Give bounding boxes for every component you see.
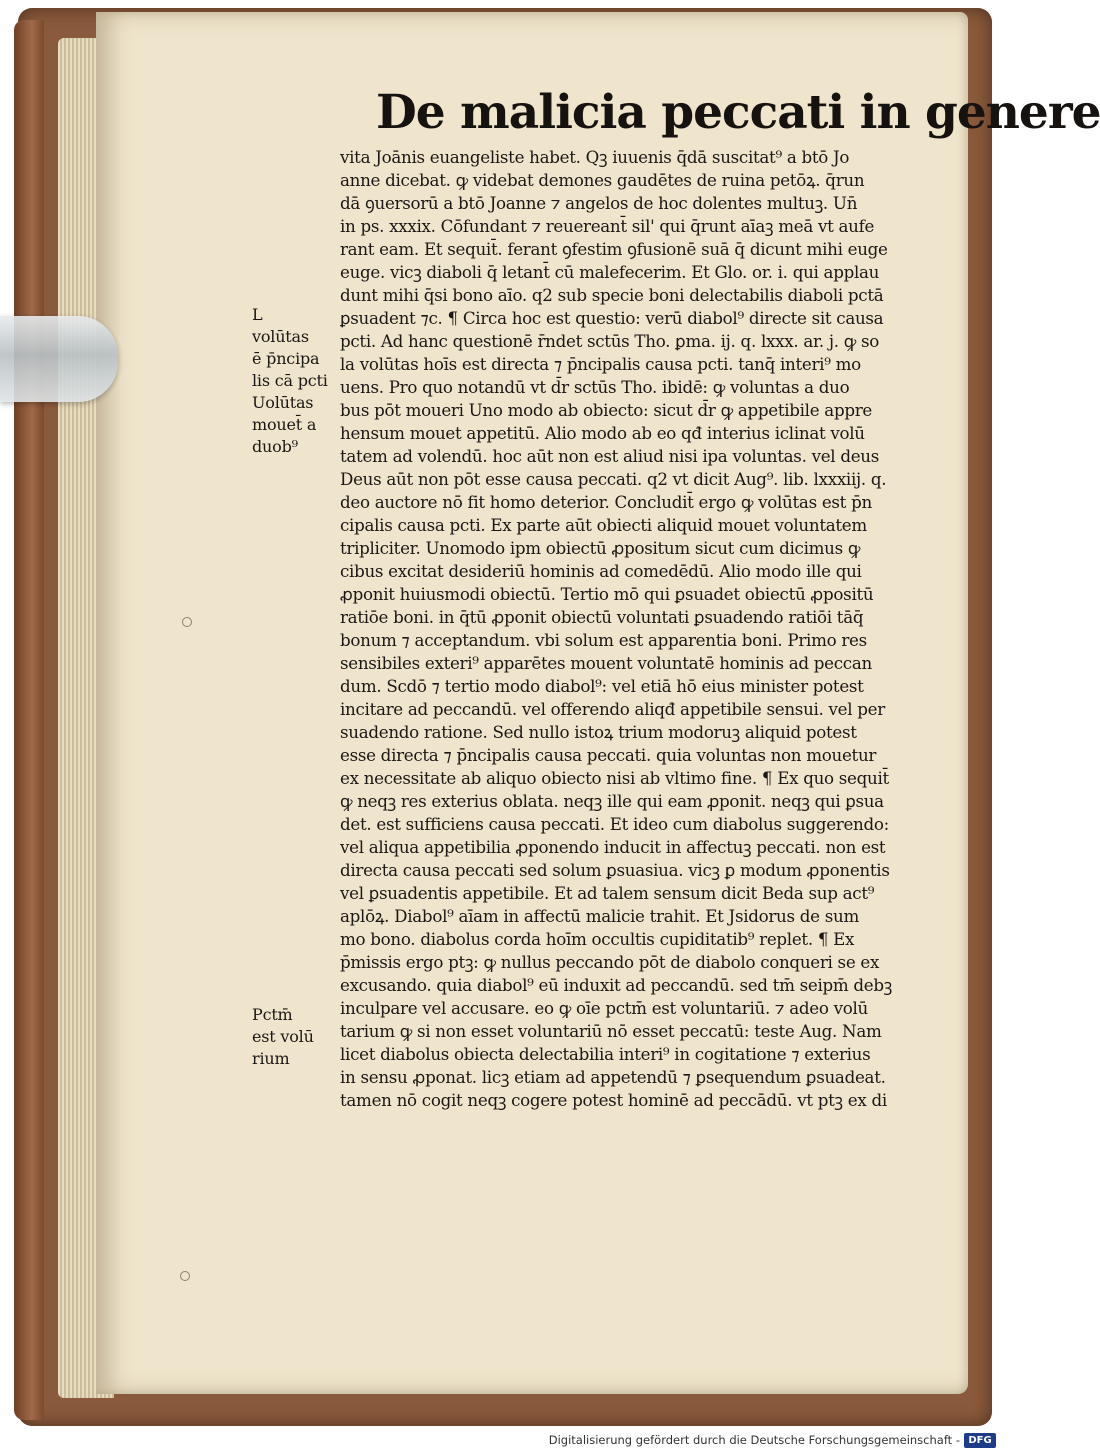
dfg-logo: DFG [964, 1433, 996, 1448]
text-line: ex necessitate ab aliquo obiecto nisi ab vltimo fine. ¶ Ex quo sequit̄ [340, 768, 889, 788]
text-line: hensum mouet appetitū. Alio modo ab eo qđ interius iclinat volū [340, 423, 865, 443]
text-line: p̄missis ergo ptꝫ: ꝙ nullus peccando pōt de diabolo conqueri se ex [340, 952, 880, 972]
text-line: sensibiles exteri⁹ apparētes mouent voluntatē hominis ad peccan [340, 653, 872, 673]
page-clip [0, 316, 118, 402]
text-line: vita Joānis euangeliste habet. Qꝫ iuuenis q̄dā suscitat⁹ a btō Jo [340, 147, 850, 167]
text-line: in sensu ꝓponat. licꝫ etiam ad appetendū ⁊ ꝑsequendum ꝑsuadeat. [340, 1067, 886, 1087]
text-line: inculpare vel accusare. eo ꝙ oīe pctm̄ est voluntariū. ⁊ adeo volū [340, 998, 868, 1018]
marginal-note-top [252, 304, 344, 458]
text-line: uens. Pro quo notandū vt d̄r sctūs Tho. ibidē: ꝙ voluntas a duo [340, 377, 850, 397]
text-line: anne dicebat. ꝙ videbat demones gaudētes de ruina petōꝝ. q̄run [340, 170, 865, 190]
text-line: Deus aūt non pōt esse causa peccati. q2 vt dicit Aug⁹. lib. lxxxiij. q. [340, 469, 887, 489]
text-line: euge. vicꝫ diaboli q̄ letant̄ cū malefecerim. Et Glo. or. i. qui applau [340, 262, 880, 282]
text-line: mo bono. diabolus corda hoīm occultis cupiditatib⁹ replet. ¶ Ex [340, 929, 855, 949]
text-line: tamen nō cogit neqꝫ cogere potest hominē ad peccādū. vt ptꝫ ex di [340, 1090, 887, 1110]
text-line: excusando. quia diabol⁹ eū induxit ad peccandū. sed tm̄ seipm̄ debꝫ [340, 975, 892, 995]
text-line: tarium ꝙ si non esset voluntariū nō esset peccatū: teste Aug. Nam [340, 1021, 882, 1041]
footer-credit: Digitalisierung gefördert durch die Deutsche Forschungsgemeinschaft - [548, 1433, 960, 1447]
text-line: esse directa ⁊ p̄ncipalis causa peccati. quia voluntas non mouetur [340, 745, 877, 765]
text-line: bus pōt moueri Uno modo ab obiecto: sicut d̄r ꝙ appetibile appre [340, 400, 872, 420]
text-line: vel ꝑsuadentis appetibile. Et ad talem sensum dicit Beda sup act⁹ [340, 883, 875, 903]
marginal-note-line: est volū [252, 1027, 314, 1046]
footer-bar [0, 1430, 1000, 1453]
text-line: dā ꝯuersorū a btō Joanne ⁊ angelos de hoc dolentes multuꝫ. Un̄ [340, 193, 858, 213]
pin-hole-mark [180, 1271, 190, 1281]
text-line: dunt mihi q̄si bono aīo. q2 sub specie boni delectabilis diaboli pctā [340, 285, 884, 305]
text-line: dum. Scdō ⁊ tertio modo diabol⁹: vel etiā hō eius minister potest [340, 676, 864, 696]
marginal-note-line: volūtas [252, 327, 309, 346]
text-line: in ps. xxxix. Cōfundant ⁊ reuereant̄ sil' qui q̄runt aīaꝫ meā vt aufe [340, 216, 875, 236]
marginal-note-line: lis cā pcti [252, 371, 328, 390]
text-line: bonum ⁊ acceptandum. vbi solum est apparentia boni. Primo res [340, 630, 867, 650]
text-line: suadendo ratione. Sed nullo istoꝝ trium modoruꝫ aliquid potest [340, 722, 857, 742]
text-line: ꝓponit huiusmodi obiectū. Tertio mō qui ꝑsuadet obiectū ꝓpositū [340, 584, 874, 604]
text-line: aplōꝝ. Diabol⁹ aīam in affectū malicie trahit. Et Jsidorus de sum [340, 906, 859, 926]
pin-hole-mark [182, 617, 192, 627]
marginal-note-line: duob⁹ [252, 437, 298, 456]
text-line: ratiōe boni. in q̄tū ꝓponit obiectū voluntati ꝑsuadendo ratiōi tāq̄ [340, 607, 864, 627]
text-line: ꝙ neqꝫ res exterius oblata. neqꝫ ille qui eam ꝓponit. neqꝫ qui ꝑsua [340, 791, 884, 811]
text-line: licet diabolus obiecta delectabilia interi⁹ in cogitatione ⁊ exterius [340, 1044, 871, 1064]
running-heading: De malicia peccati in genere [376, 85, 1100, 140]
marginal-note-line: Uolūtas [252, 393, 314, 412]
text-line: det. est sufficiens causa peccati. Et ideo cum diabolus suggerendo: [340, 814, 889, 834]
main-text-column [340, 146, 940, 1112]
text-line: vel aliqua appetibilia ꝓponendo inducit in affectuꝫ peccati. non est [340, 837, 886, 857]
marginal-note-bottom [252, 1004, 344, 1070]
text-line: directa causa peccati sed solum ꝑsuasiua. vicꝫ ꝑ modum ꝓponentis [340, 860, 890, 880]
text-line: pcti. Ad hanc questionē r̄ndet sctūs Tho. ꝑma. ij. q. lxxx. ar. j. ꝙ so [340, 331, 879, 351]
text-line: rant eam. Et sequit̄. ferant ꝯfestim ꝯfusionē suā q̄ dicunt mihi euge [340, 239, 888, 259]
text-line: tripliciter. Unomodo ipm obiectū ꝓpositum sicut cum dicimus ꝙ [340, 538, 861, 558]
text-line: ꝑsuadent ⁊c. ¶ Circa hoc est questio: verū diabol⁹ directe sit causa [340, 308, 884, 328]
marginal-note-line: L [252, 305, 263, 324]
marginal-note-line: Pctm̄ [252, 1005, 293, 1024]
cover-edge [14, 20, 44, 1420]
text-line: tatem ad volendū. hoc aūt non est aliud nisi ipa voluntas. vel deus [340, 446, 879, 466]
text-line: deo auctore nō fit homo deterior. Concludit̄ ergo ꝙ volūtas est p̄n [340, 492, 872, 512]
text-line: incitare ad peccandū. vel offerendo aliqđ appetibile sensui. vel per [340, 699, 885, 719]
marginal-note-line: mouet̄ a [252, 415, 317, 434]
marginal-note-line: ē p̄ncipa [252, 349, 320, 368]
marginal-note-line: rium [252, 1049, 290, 1068]
text-line: la volūtas hoīs est directa ⁊ p̄ncipalis causa pcti. tanq̄ interi⁹ mo [340, 354, 861, 374]
text-line: cibus excitat desideriū hominis ad comedēdū. Alio modo ille qui [340, 561, 862, 581]
text-line: cipalis causa pcti. Ex parte aūt obiecti aliquid mouet voluntatem [340, 515, 867, 535]
